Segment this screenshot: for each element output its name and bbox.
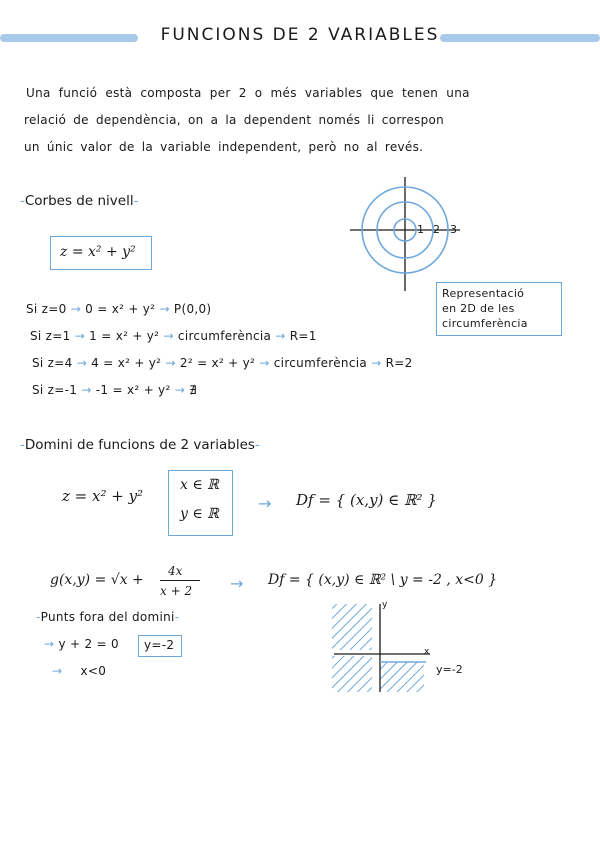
outside-point-2: → x<0 — [52, 664, 107, 678]
real-set-line-2: y ∈ ℝ — [180, 506, 219, 522]
level-row-2-step-2: circumferència — [177, 329, 272, 343]
section-heading-domini: -Domini de funcions de 2 variables- — [20, 437, 260, 453]
outside-point-1: → y + 2 = 0 — [44, 637, 119, 651]
level-row-2-step-1: 1 = x² + y² — [89, 329, 160, 343]
legend-line-3: circumferència — [442, 317, 528, 330]
level-row-2-step-3: R=1 — [289, 329, 317, 343]
level-row-4-cond: Si z=-1 — [32, 383, 78, 397]
circle-label-3: 3 — [450, 223, 457, 236]
level-row-3-step-3: circumferència — [273, 356, 368, 370]
legend-line-2: en 2D de les — [442, 302, 515, 315]
domain-formula-2: g(x,y) = √x + — [50, 572, 144, 588]
page-title: FUNCIONS DE 2 VARIABLES — [160, 25, 440, 45]
level-row-4: Si z=-1 → -1 = x² + y² → ∄ — [32, 383, 198, 397]
formula-box-z-text: z = x² + y² — [60, 244, 136, 260]
intro-line-2: relació de dependència, on a la dependent només li correspon — [24, 113, 445, 127]
graph-y-label: y — [382, 600, 388, 610]
level-row-4-step-2: ∄ — [189, 383, 198, 397]
level-row-2: Si z=1 → 1 = x² + y² → circumferència → R=1 — [30, 329, 317, 343]
sub-heading-outside-points: -Punts fora del domini- — [36, 610, 180, 624]
level-row-3-step-4: R=2 — [385, 356, 413, 370]
circle-label-1: 1 — [417, 223, 424, 236]
real-set-line-1: x ∈ ℝ — [180, 477, 219, 493]
level-row-3-cond: Si z=4 — [32, 356, 73, 370]
intro-line-3: un únic valor de la variable independent, però no al revés. — [24, 140, 424, 154]
level-row-1: Si z=0 → 0 = x² + y² → P(0,0) — [26, 302, 212, 316]
section-heading-corbes-text: Corbes de nivell — [24, 193, 134, 209]
level-row-3-step-1: 4 = x² + y² — [91, 356, 162, 370]
graph-x-label: x — [424, 647, 430, 657]
domain-result-1: Df = { (x,y) ∈ ℝ² } — [296, 491, 437, 509]
arrow-domain-2: → — [230, 574, 244, 593]
domain-formula-1: z = x² + y² — [62, 487, 144, 505]
section-heading-domini-text: Domini de funcions de 2 variables — [24, 437, 255, 453]
section-heading-corbes: -Corbes de nivell- — [20, 193, 139, 209]
fraction-bar — [160, 580, 200, 581]
circle-label-2: 2 — [433, 223, 440, 236]
outside-point-1-text: y + 2 = 0 — [58, 637, 119, 651]
fraction-numerator: 4x — [168, 564, 183, 578]
legend-line-1: Representació — [442, 287, 525, 300]
level-row-1-step-1: 0 = x² + y² — [85, 302, 156, 316]
domain-graph — [330, 600, 460, 700]
level-row-2-cond: Si z=1 — [30, 329, 71, 343]
arrow-domain-1: → — [258, 494, 272, 513]
level-row-3: Si z=4 → 4 = x² + y² → 2² = x² + y² → circumferència → R=2 — [32, 356, 413, 370]
sub-heading-outside-points-text: Punts fora del domini — [40, 610, 175, 624]
level-row-3-step-2: 2² = x² + y² — [179, 356, 256, 370]
intro-line-1: Una funció està composta per 2 o més variables que tenen una — [26, 86, 470, 100]
outside-point-2-text: x<0 — [80, 664, 107, 678]
level-row-1-cond: Si z=0 — [26, 302, 67, 316]
level-row-4-step-1: -1 = x² + y² — [95, 383, 171, 397]
graph-line-label: y=-2 — [436, 663, 463, 676]
point-box-text: y=-2 — [144, 638, 175, 652]
fraction-denominator: x + 2 — [160, 584, 193, 598]
level-row-1-step-2: P(0,0) — [173, 302, 212, 316]
domain-result-2: Df = { (x,y) ∈ ℝ² \ y = -2 , x<0 } — [268, 572, 498, 588]
